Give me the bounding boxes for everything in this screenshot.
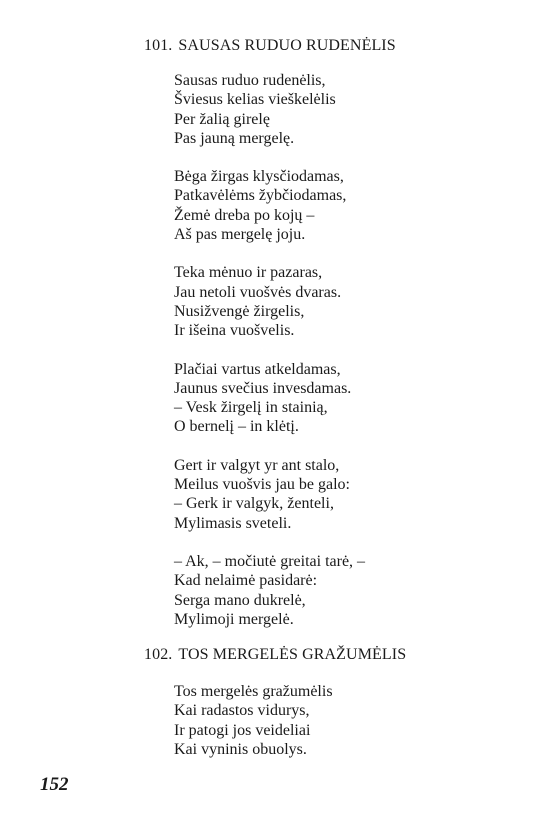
- verse-line: Jaunus svečius invesdamas.: [174, 379, 352, 397]
- page-number: 152: [40, 774, 69, 795]
- verse-line: Ir patogi jos veideliai: [174, 721, 311, 739]
- verse-line: Kai radastos vidurys,: [174, 702, 310, 720]
- verse-line: Mylimasis sveteli.: [174, 514, 292, 532]
- song-title: SAUSAS RUDUO RUDENĖLIS: [178, 37, 396, 54]
- stanza: [174, 552, 365, 629]
- verse-line: Tos mergelės gražumėlis: [174, 683, 333, 700]
- verse-line: Aš pas mergelę joju.: [174, 226, 306, 244]
- verse-line: Pas jauną mergelę.: [174, 129, 295, 147]
- verse-line: Nusižvengė žirgelis,: [174, 302, 305, 320]
- stanza: [174, 456, 365, 533]
- poem-body-102: [174, 682, 333, 778]
- verse-line: Ir išeina vuošvelis.: [174, 322, 295, 340]
- verse-line: – Gerk ir valgyk, ženteli,: [174, 495, 334, 513]
- song-heading-102: [144, 646, 406, 664]
- song-heading-101: [144, 37, 396, 55]
- verse-line: Gert ir valgyt yr ant stalo,: [174, 456, 340, 474]
- verse-line: Jau netoli vuošvės dvaras.: [174, 283, 342, 301]
- song-title: TOS MERGELĖS GRAŽUMĖLIS: [178, 646, 407, 663]
- verse-line: Plačiai vartus atkeldamas,: [174, 360, 341, 378]
- poem-body-101: [174, 71, 365, 648]
- verse-line: Teka mėnuo ir pazaras,: [174, 264, 323, 282]
- verse-line: – Ak, – močiutė greitai tarė, –: [174, 552, 366, 570]
- stanza: [174, 682, 333, 759]
- verse-line: O bernelį – in klėtį.: [174, 418, 299, 436]
- verse-line: – Vesk žirgelį in stainią,: [174, 399, 328, 417]
- stanza: [174, 263, 365, 340]
- verse-line: Šviesus kelias vieškelėlis: [174, 91, 336, 109]
- verse-line: Meilus vuošvis jau be galo:: [174, 476, 350, 494]
- verse-line: Patkavėlėms žybčiodamas,: [174, 187, 347, 205]
- stanza: [174, 360, 365, 437]
- verse-line: Kad nelaimė pasidarė:: [174, 572, 318, 590]
- verse-line: Bėga žirgas klysčiodamas,: [174, 168, 344, 186]
- stanza: [174, 71, 365, 148]
- verse-line: Mylimoji mergelė.: [174, 610, 294, 628]
- verse-line: Sausas ruduo rudenėlis,: [174, 72, 326, 89]
- stanza: [174, 167, 365, 244]
- verse-line: Žemė dreba po kojų –: [174, 206, 315, 224]
- verse-line: Kai vyninis obuolys.: [174, 740, 307, 758]
- song-number: 101.: [144, 37, 173, 54]
- verse-line: Serga mano dukrelė,: [174, 591, 306, 609]
- verse-line: Per žalią girelę: [174, 110, 270, 128]
- song-number: 102.: [144, 646, 173, 663]
